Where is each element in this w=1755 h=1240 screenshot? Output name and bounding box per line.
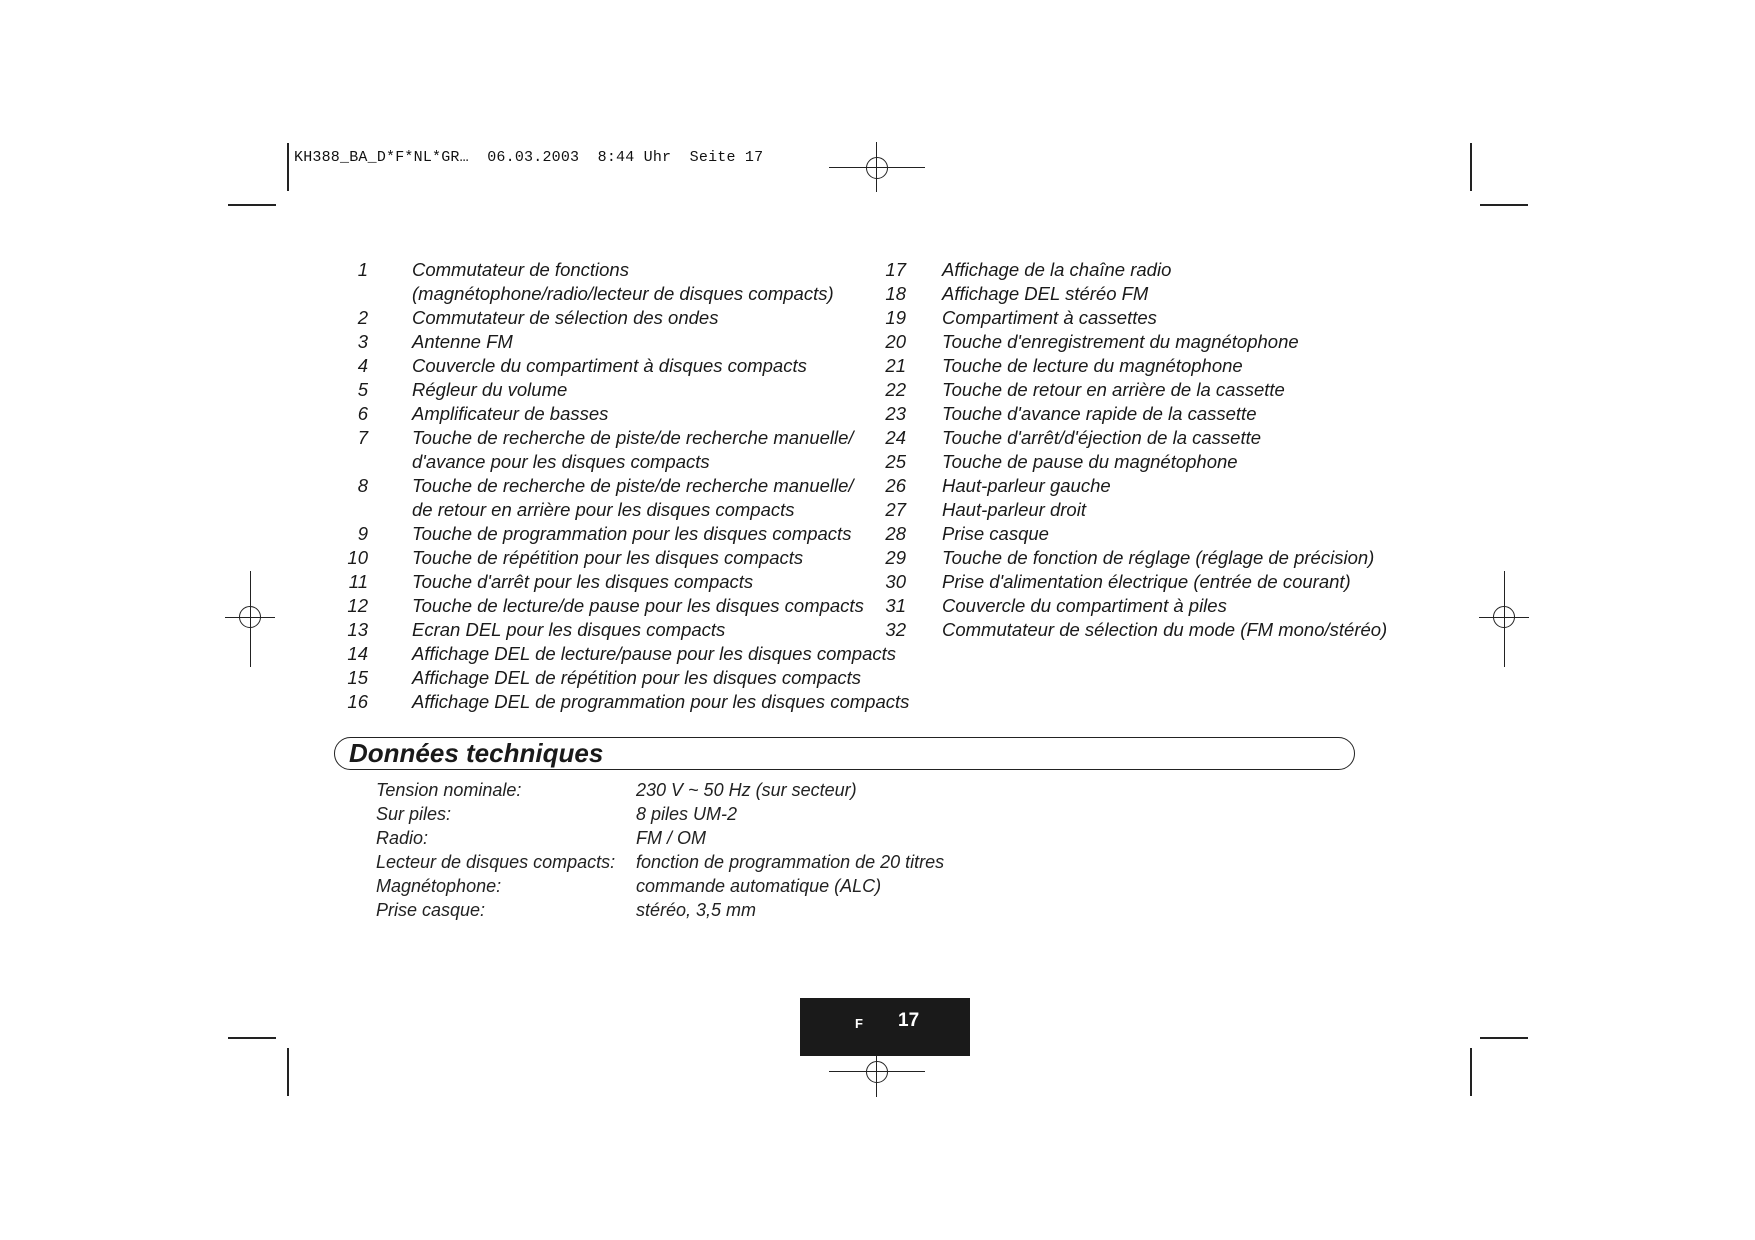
parts-list-right: [870, 258, 1390, 642]
part-label: Prise casque: [942, 523, 1049, 544]
part-number: 8: [357, 475, 368, 496]
list-item: [340, 258, 890, 282]
list-item: [870, 306, 1390, 330]
part-number: 11: [348, 571, 368, 592]
part-number: 15: [347, 667, 368, 688]
spec-label: Tension nominale:: [376, 780, 522, 800]
spec-row: [376, 874, 944, 898]
list-item: [340, 594, 890, 618]
spec-row: [376, 826, 944, 850]
part-number: 17: [885, 259, 906, 280]
list-item: [870, 426, 1390, 450]
part-label: Haut-parleur gauche: [942, 475, 1111, 496]
part-number: 24: [885, 427, 906, 448]
list-item: [870, 522, 1390, 546]
list-item: [340, 546, 890, 570]
part-number: [340, 450, 368, 474]
spec-table: [376, 778, 944, 922]
part-number: 9: [357, 523, 368, 544]
list-item: [870, 258, 1390, 282]
part-label: Commutateur de sélection des ondes: [412, 307, 719, 328]
part-number: 2: [357, 307, 368, 328]
part-label: Touche de recherche de piste/de recherche manuelle/: [412, 427, 854, 448]
part-number: 26: [885, 475, 906, 496]
part-label: Touche de pause du magnétophone: [942, 451, 1238, 472]
part-label: Couvercle du compartiment à piles: [942, 595, 1227, 616]
part-label: Touche de lecture/de pause pour les disques compacts: [412, 595, 864, 616]
part-number: 28: [885, 523, 906, 544]
part-label: Touche d'enregistrement du magnétophone: [942, 331, 1299, 352]
spec-value: FM / OM: [636, 828, 706, 848]
part-number: 7: [357, 427, 368, 448]
part-number: 32: [885, 619, 906, 640]
list-item: [870, 450, 1390, 474]
part-number: 29: [885, 547, 906, 568]
part-label: Affichage de la chaîne radio: [942, 259, 1172, 280]
list-item: [870, 498, 1390, 522]
list-item: [870, 474, 1390, 498]
part-label: Affichage DEL de lecture/pause pour les disques compacts: [412, 643, 897, 664]
list-item: [870, 594, 1390, 618]
part-label: Touche d'arrêt pour les disques compacts: [412, 571, 754, 592]
page-badge: [800, 998, 970, 1056]
list-item: [340, 378, 890, 402]
part-label: Touche de fonction de réglage (réglage de précision): [942, 547, 1375, 568]
part-number: 25: [885, 451, 906, 472]
part-label: de retour en arrière pour les disques compacts: [412, 499, 795, 520]
part-label: Prise d'alimentation électrique (entrée de courant): [942, 571, 1351, 592]
part-number: 21: [885, 355, 906, 376]
list-item: [340, 330, 890, 354]
part-number: 4: [357, 355, 368, 376]
part-label: Couvercle du compartiment à disques compacts: [412, 355, 807, 376]
list-item: [340, 426, 890, 450]
part-label: Touche d'arrêt/d'éjection de la cassette: [942, 427, 1262, 448]
part-number: 3: [357, 331, 368, 352]
list-item: [870, 378, 1390, 402]
part-label: Touche de lecture du magnétophone: [942, 355, 1243, 376]
section-header: [334, 737, 1355, 770]
list-item: [340, 474, 890, 498]
part-number: [340, 498, 368, 522]
list-item: [870, 282, 1390, 306]
list-item: [340, 690, 910, 714]
list-item: [340, 618, 890, 642]
spec-value: 230 V ~ 50 Hz (sur secteur): [636, 780, 857, 800]
part-label: Régleur du volume: [412, 379, 568, 400]
list-item: [340, 570, 890, 594]
part-label: Touche de recherche de piste/de recherche manuelle/: [412, 475, 854, 496]
spec-row: [376, 850, 944, 874]
spec-label: Magnétophone:: [376, 876, 502, 896]
spec-row: [376, 802, 944, 826]
spec-row: [376, 898, 944, 922]
spec-value: fonction de programmation de 20 titres: [636, 852, 945, 872]
part-label: Touche de retour en arrière de la cassette: [942, 379, 1285, 400]
part-number: [340, 282, 368, 306]
list-item: [870, 354, 1390, 378]
spec-value: 8 piles UM-2: [636, 804, 738, 824]
part-number: 6: [357, 403, 368, 424]
part-label: Compartiment à cassettes: [942, 307, 1157, 328]
list-item: [870, 618, 1390, 642]
spec-label: Prise casque:: [376, 900, 486, 920]
spec-label: Radio:: [376, 828, 429, 848]
list-item: [340, 450, 890, 474]
part-number: 27: [885, 499, 906, 520]
section-title: Données techniques: [349, 738, 604, 768]
part-number: 18: [885, 283, 906, 304]
part-number: 31: [885, 595, 906, 616]
part-label: Affichage DEL stéréo FM: [942, 283, 1149, 304]
part-number: 5: [357, 379, 368, 400]
part-label: Touche de répétition pour les disques compacts: [412, 547, 804, 568]
spec-value: commande automatique (ALC): [636, 876, 882, 896]
list-item: [870, 570, 1390, 594]
part-number: 12: [347, 595, 368, 616]
part-label: Affichage DEL de répétition pour les disques compacts: [412, 667, 862, 688]
spec-label: Lecteur de disques compacts:: [376, 852, 616, 872]
list-item: [340, 402, 890, 426]
language-code: F: [855, 1016, 863, 1031]
list-item: [340, 354, 890, 378]
part-label: Commutateur de sélection du mode (FM mono/stéréo): [942, 619, 1388, 640]
part-label: (magnétophone/radio/lecteur de disques compacts): [412, 283, 834, 304]
list-item: [340, 282, 890, 306]
spec-label: Sur piles:: [376, 804, 452, 824]
spec-row: [376, 778, 944, 802]
page-number: 17: [898, 1010, 920, 1031]
list-item: [870, 546, 1390, 570]
part-number: 23: [885, 403, 906, 424]
list-item: [340, 522, 890, 546]
part-number: 14: [347, 643, 368, 664]
part-label: Commutateur de fonctions: [412, 259, 629, 280]
part-label: Touche d'avance rapide de la cassette: [942, 403, 1257, 424]
part-label: Antenne FM: [412, 331, 513, 352]
part-number: 13: [347, 619, 368, 640]
list-item: [340, 666, 890, 690]
list-item: [340, 498, 890, 522]
part-number: 22: [885, 379, 906, 400]
part-number: 19: [885, 307, 906, 328]
part-number: 30: [885, 571, 906, 592]
list-item: [340, 306, 890, 330]
list-item: [870, 330, 1390, 354]
print-slug: KH388_BA_D*F*NL*GR… 06.03.2003 8:44 Uhr Seite 17: [294, 149, 764, 166]
spec-value: stéréo, 3,5 mm: [636, 900, 757, 920]
part-number: 16: [347, 691, 368, 712]
part-label: Haut-parleur droit: [942, 499, 1086, 520]
part-number: 10: [347, 547, 368, 568]
list-item: [870, 402, 1390, 426]
part-number: 1: [357, 259, 368, 280]
part-label: Affichage DEL de programmation pour les disques compacts: [412, 691, 910, 712]
part-number: 20: [885, 331, 906, 352]
part-label: d'avance pour les disques compacts: [412, 451, 710, 472]
list-item: [340, 642, 897, 666]
part-label: Touche de programmation pour les disques compacts: [412, 523, 852, 544]
part-label: Ecran DEL pour les disques compacts: [412, 619, 726, 640]
part-label: Amplificateur de basses: [412, 403, 609, 424]
